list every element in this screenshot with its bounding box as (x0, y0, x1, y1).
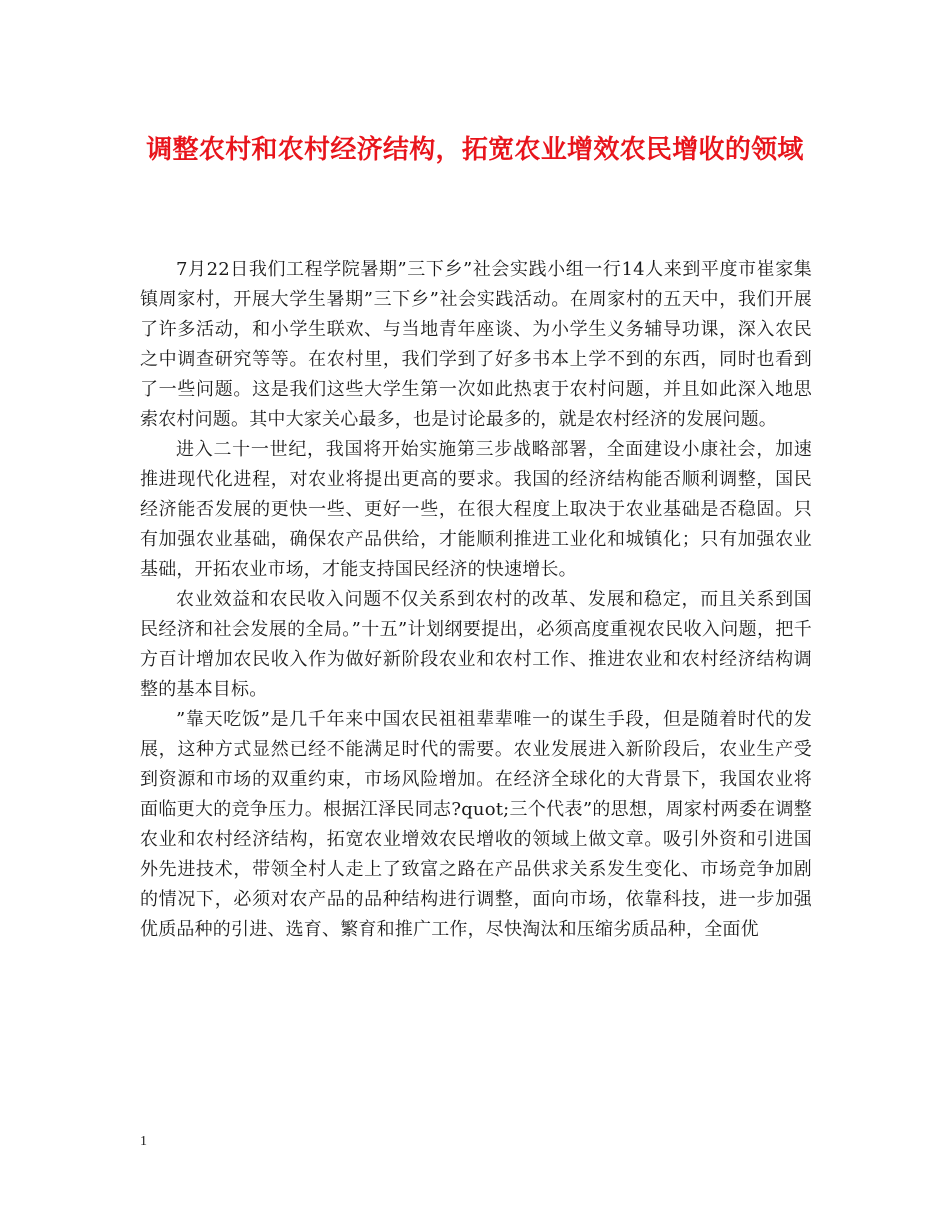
document-body (140, 255, 812, 945)
paragraph-4: ”靠天吃饭”是几千年来中国农民祖祖辈辈唯一的谋生手段，但是随着时代的发展，这种方式显然已经不能满足时代的需要。农业发展进入新阶段后，农业生产受到资源和市场的双重约束，市场风险增加。在经济全球化的大背景下，我国农业将面临更大的竞争压力。根据江泽民同志?quot;三个代表”的思想，周家村两委在调整农业和农村经济结构，拓宽农业增效农民增收的领域上做文章。吸引外资和引进国外先进技术，带领全村人走上了致富之路在产品供求关系发生变化、市场竞争加剧的情况下，必须对农产品的品种结构进行调整，面向市场，依靠科技，进一步加强优质品种的引进、选育、繁育和推广工作，尽快淘汰和压缩劣质品种，全面优 (140, 709, 812, 940)
paragraph-1: 7月22日我们工程学院暑期”三下乡”社会实践小组一行14人来到平度市崔家集镇周家村，开展大学生暑期”三下乡”社会实践活动。在周家村的五天中，我们开展了许多活动，和小学生联欢、与当地青年座谈、为小学生义务辅导功课，深入农民之中调查研究等等。在农村里，我们学到了好多书本上学不到的东西，同时也看到了一些问题。这是我们这些大学生第一次如此热衷于农村问题，并且如此深入地思索农村问题。其中大家关心最多，也是讨论最多的，就是农村经济的发展问题。 (140, 259, 812, 430)
page-number: 1 (140, 1134, 147, 1149)
document-title: 调整农村和农村经济结构，拓宽农业增效农民增收的领域 (146, 135, 804, 165)
paragraph-3: 农业效益和农民收入问题不仅关系到农村的改革、发展和稳定，而且关系到国民经济和社会发展的全局。”十五”计划纲要提出，必须高度重视农民收入问题，把千方百计增加农民收入作为做好新阶段农业和农村工作、推进农业和农村经济结构调整的基本目标。 (140, 589, 812, 700)
paragraph-2: 进入二十一世纪，我国将开始实施第三步战略部署，全面建设小康社会，加速推进现代化进程，对农业将提出更高的要求。我国的经济结构能否顺利调整，国民经济能否发展的更快一些、更好一些，在很大程度上取决于农业基础是否稳固。只有加强农业基础，确保农产品供给，才能顺利推进工业化和城镇化；只有加强农业基础，开拓农业市场，才能支持国民经济的快速增长。 (140, 439, 812, 580)
